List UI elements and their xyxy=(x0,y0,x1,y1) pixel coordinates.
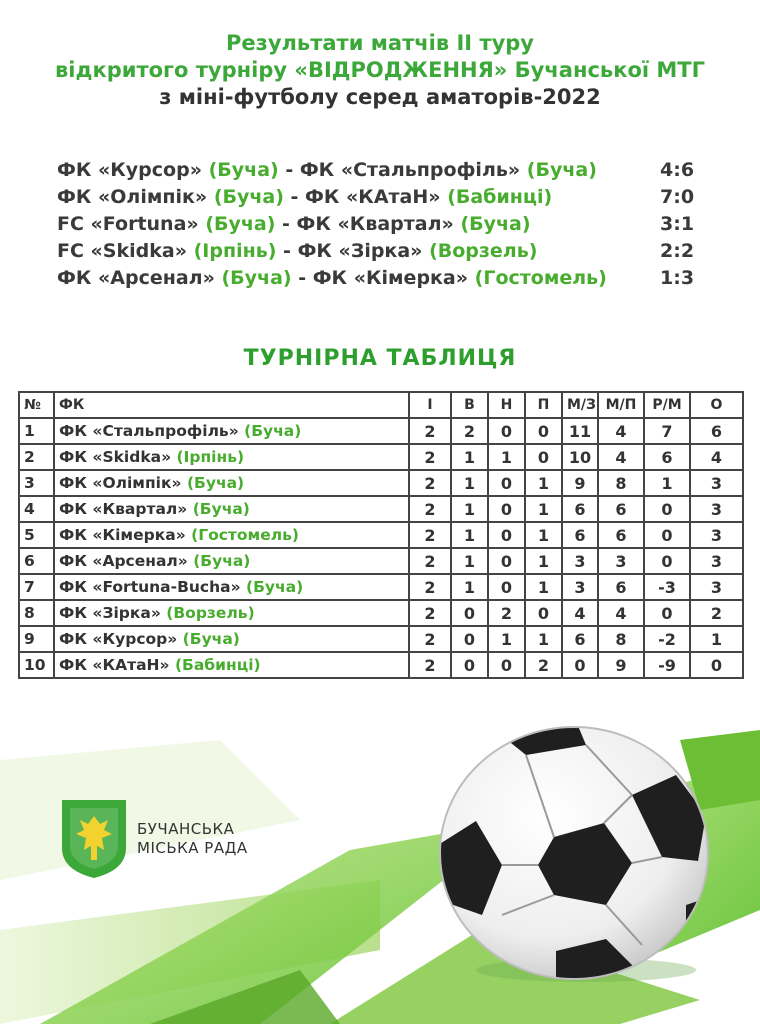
match-away-city: (Гостомель) xyxy=(474,267,607,289)
standings-stat-d: 1 xyxy=(488,444,525,470)
standings-stat-d: 0 xyxy=(488,522,525,548)
standings-team-cell xyxy=(54,626,409,652)
standings-stat-i: 2 xyxy=(409,548,451,574)
standings-position: 3 xyxy=(19,470,54,496)
city-council-emblem-icon xyxy=(60,798,128,880)
match-row xyxy=(57,211,737,238)
standings-stat-v: 1 xyxy=(451,470,488,496)
standings-stat-gf: 9 xyxy=(562,470,598,496)
standings-team-name: ФК «КАтаН» xyxy=(59,656,170,674)
council-name-line-2: МІСЬКА РАДА xyxy=(137,839,248,857)
match-separator: - xyxy=(276,240,298,262)
match-score: 4:6 xyxy=(660,159,695,181)
match-row xyxy=(57,265,737,292)
standings-stat-d: 0 xyxy=(488,470,525,496)
standings-position: 4 xyxy=(19,496,54,522)
standings-stat-v: 1 xyxy=(451,574,488,600)
standings-stat-gd: 0 xyxy=(644,522,690,548)
standings-stat-ga: 6 xyxy=(598,496,644,522)
match-away-team: ФК «Квартал» xyxy=(296,213,454,235)
match-separator: - xyxy=(291,267,313,289)
standings-stat-i: 2 xyxy=(409,418,451,444)
standings-stat-pts: 0 xyxy=(690,652,743,678)
standings-team-name: ФК «Кімерка» xyxy=(59,526,186,544)
standings-team-name: ФК «Арсенал» xyxy=(59,552,188,570)
standings-stat-gd: 0 xyxy=(644,496,690,522)
standings-stat-gd: 7 xyxy=(644,418,690,444)
standings-stat-gf: 10 xyxy=(562,444,598,470)
standings-team-cell xyxy=(54,418,409,444)
standings-stat-ga: 4 xyxy=(598,418,644,444)
match-home-city: (Буча) xyxy=(213,186,284,208)
header-line-1: Результати матчів ІІ туру xyxy=(226,31,534,55)
standings-stat-pts: 3 xyxy=(690,548,743,574)
standings-team-city: (Ірпінь) xyxy=(176,448,245,466)
standings-header-cell: М/З xyxy=(562,392,598,418)
standings-stat-d: 0 xyxy=(488,418,525,444)
standings-stat-pts: 6 xyxy=(690,418,743,444)
standings-header-cell: О xyxy=(690,392,743,418)
council-name xyxy=(137,820,248,858)
standings-stat-gd: -2 xyxy=(644,626,690,652)
standings-stat-v: 0 xyxy=(451,600,488,626)
standings-row xyxy=(19,600,743,626)
match-away-city: (Бабинці) xyxy=(447,186,553,208)
standings-stat-gf: 0 xyxy=(562,652,598,678)
standings-stat-v: 1 xyxy=(451,548,488,574)
match-score: 3:1 xyxy=(660,213,695,235)
standings-stat-v: 0 xyxy=(451,652,488,678)
standings-row xyxy=(19,470,743,496)
standings-team-name: ФК «Зірка» xyxy=(59,604,161,622)
page-header xyxy=(0,30,760,111)
standings-table xyxy=(18,391,744,679)
match-separator: - xyxy=(283,186,306,208)
standings-stat-gf: 3 xyxy=(562,548,598,574)
standings-stat-gd: 6 xyxy=(644,444,690,470)
match-home-city: (Буча) xyxy=(205,213,276,235)
match-row xyxy=(57,238,737,265)
standings-stat-i: 2 xyxy=(409,574,451,600)
standings-stat-v: 1 xyxy=(451,496,488,522)
standings-team-cell xyxy=(54,496,409,522)
standings-stat-i: 2 xyxy=(409,600,451,626)
standings-team-cell xyxy=(54,574,409,600)
standings-stat-pts: 2 xyxy=(690,600,743,626)
council-name-line-1: БУЧАНСЬКА xyxy=(137,820,235,838)
standings-stat-ga: 8 xyxy=(598,626,644,652)
standings-team-city: (Бабинці) xyxy=(174,656,261,674)
standings-header-row xyxy=(19,392,743,418)
standings-stat-pts: 4 xyxy=(690,444,743,470)
standings-stat-d: 0 xyxy=(488,652,525,678)
standings-header-cell: І xyxy=(409,392,451,418)
standings-stat-v: 1 xyxy=(451,522,488,548)
standings-stat-gd: 0 xyxy=(644,600,690,626)
standings-team-city: (Буча) xyxy=(246,578,304,596)
standings-header-cell: № xyxy=(19,392,54,418)
standings-stat-v: 0 xyxy=(451,626,488,652)
match-score: 2:2 xyxy=(660,240,695,262)
standings-stat-gf: 4 xyxy=(562,600,598,626)
match-away-city: (Ворзель) xyxy=(429,240,538,262)
standings-stat-d: 0 xyxy=(488,496,525,522)
match-away-city: (Буча) xyxy=(526,159,597,181)
match-away-team: ФК «Стальпрофіль» xyxy=(299,159,521,181)
standings-stat-gf: 3 xyxy=(562,574,598,600)
standings-team-city: (Гостомель) xyxy=(191,526,299,544)
standings-stat-i: 2 xyxy=(409,522,451,548)
standings-stat-l: 2 xyxy=(525,652,562,678)
match-score: 1:3 xyxy=(660,267,695,289)
standings-stat-pts: 1 xyxy=(690,626,743,652)
standings-stat-d: 0 xyxy=(488,548,525,574)
standings-position: 1 xyxy=(19,418,54,444)
standings-stat-ga: 3 xyxy=(598,548,644,574)
standings-stat-i: 2 xyxy=(409,626,451,652)
standings-stat-pts: 3 xyxy=(690,522,743,548)
standings-team-name: ФК «Стальпрофіль» xyxy=(59,422,239,440)
match-separator: - xyxy=(278,159,300,181)
standings-stat-l: 1 xyxy=(525,626,562,652)
standings-team-city: (Буча) xyxy=(182,630,240,648)
match-home-team: FC «Skidka» xyxy=(57,240,187,262)
header-line-2: відкритого турніру «ВІДРОДЖЕННЯ» Бучанської МТГ xyxy=(55,58,705,82)
standings-position: 8 xyxy=(19,600,54,626)
match-home-city: (Буча) xyxy=(208,159,279,181)
standings-team-cell xyxy=(54,522,409,548)
standings-team-name: ФК «Курсор» xyxy=(59,630,178,648)
standings-row xyxy=(19,548,743,574)
standings-header-cell: П xyxy=(525,392,562,418)
standings-position: 5 xyxy=(19,522,54,548)
standings-row xyxy=(19,418,743,444)
standings-team-name: ФК «Квартал» xyxy=(59,500,188,518)
standings-stat-v: 1 xyxy=(451,444,488,470)
standings-row xyxy=(19,496,743,522)
standings-header-cell: ФК xyxy=(54,392,409,418)
standings-team-cell xyxy=(54,444,409,470)
standings-stat-l: 1 xyxy=(525,574,562,600)
standings-stat-gf: 11 xyxy=(562,418,598,444)
standings-stat-i: 2 xyxy=(409,652,451,678)
standings-stat-l: 1 xyxy=(525,548,562,574)
match-home-team: ФК «Курсор» xyxy=(57,159,202,181)
standings-stat-ga: 4 xyxy=(598,444,644,470)
standings-row xyxy=(19,626,743,652)
standings-stat-l: 1 xyxy=(525,470,562,496)
match-away-team: ФК «Кімерка» xyxy=(312,267,469,289)
standings-stat-pts: 3 xyxy=(690,496,743,522)
standings-position: 10 xyxy=(19,652,54,678)
match-home-team: ФК «Олімпік» xyxy=(57,186,208,208)
match-row xyxy=(57,184,737,211)
standings-stat-gf: 6 xyxy=(562,496,598,522)
standings-team-cell xyxy=(54,600,409,626)
standings-position: 2 xyxy=(19,444,54,470)
standings-header-cell: Н xyxy=(488,392,525,418)
standings-row xyxy=(19,652,743,678)
match-away-team: ФК «КАтаН» xyxy=(305,186,441,208)
standings-team-city: (Ворзель) xyxy=(166,604,255,622)
match-away-city: (Буча) xyxy=(460,213,531,235)
standings-stat-gd: 0 xyxy=(644,548,690,574)
standings-stat-ga: 8 xyxy=(598,470,644,496)
standings-header-cell: В xyxy=(451,392,488,418)
standings-stat-ga: 6 xyxy=(598,574,644,600)
standings-header-cell: М/П xyxy=(598,392,644,418)
standings-stat-l: 0 xyxy=(525,444,562,470)
standings-team-name: ФК «Skidka» xyxy=(59,448,172,466)
standings-stat-gf: 6 xyxy=(562,522,598,548)
match-home-team: FC «Fortuna» xyxy=(57,213,199,235)
standings-stat-pts: 3 xyxy=(690,574,743,600)
match-home-city: (Ірпінь) xyxy=(193,240,277,262)
standings-team-city: (Буча) xyxy=(192,500,250,518)
standings-row xyxy=(19,574,743,600)
match-score: 7:0 xyxy=(660,186,695,208)
standings-stat-gd: 1 xyxy=(644,470,690,496)
football-ball-icon xyxy=(436,725,712,987)
standings-position: 6 xyxy=(19,548,54,574)
match-home-team: ФК «Арсенал» xyxy=(57,267,215,289)
standings-stat-gd: -9 xyxy=(644,652,690,678)
standings-stat-d: 0 xyxy=(488,574,525,600)
standings-team-name: ФК «Олімпік» xyxy=(59,474,182,492)
header-line-3: з міні-футболу серед аматорів-2022 xyxy=(159,85,601,109)
standings-stat-i: 2 xyxy=(409,496,451,522)
standings-row xyxy=(19,444,743,470)
standings-team-city: (Буча) xyxy=(193,552,251,570)
standings-position: 7 xyxy=(19,574,54,600)
match-separator: - xyxy=(275,213,297,235)
match-away-team: ФК «Зірка» xyxy=(297,240,423,262)
standings-stat-ga: 9 xyxy=(598,652,644,678)
standings-stat-ga: 4 xyxy=(598,600,644,626)
match-row xyxy=(57,157,737,184)
standings-team-cell xyxy=(54,652,409,678)
standings-stat-d: 2 xyxy=(488,600,525,626)
match-home-city: (Буча) xyxy=(221,267,292,289)
standings-team-name: ФК «Fortuna-Bucha» xyxy=(59,578,241,596)
standings-stat-gf: 6 xyxy=(562,626,598,652)
standings-team-city: (Буча) xyxy=(244,422,302,440)
standings-header-cell: Р/М xyxy=(644,392,690,418)
match-results-list xyxy=(57,157,737,292)
standings-row xyxy=(19,522,743,548)
standings-stat-pts: 3 xyxy=(690,470,743,496)
standings-stat-ga: 6 xyxy=(598,522,644,548)
standings-team-cell xyxy=(54,470,409,496)
standings-stat-gd: -3 xyxy=(644,574,690,600)
standings-stat-l: 1 xyxy=(525,522,562,548)
standings-team-cell xyxy=(54,548,409,574)
standings-stat-d: 1 xyxy=(488,626,525,652)
standings-stat-l: 0 xyxy=(525,418,562,444)
standings-stat-l: 0 xyxy=(525,600,562,626)
standings-team-city: (Буча) xyxy=(186,474,245,492)
standings-stat-l: 1 xyxy=(525,496,562,522)
standings-position: 9 xyxy=(19,626,54,652)
standings-stat-v: 2 xyxy=(451,418,488,444)
standings-stat-i: 2 xyxy=(409,444,451,470)
standings-stat-i: 2 xyxy=(409,470,451,496)
standings-title: ТУРНІРНА ТАБЛИЦЯ xyxy=(243,346,517,371)
